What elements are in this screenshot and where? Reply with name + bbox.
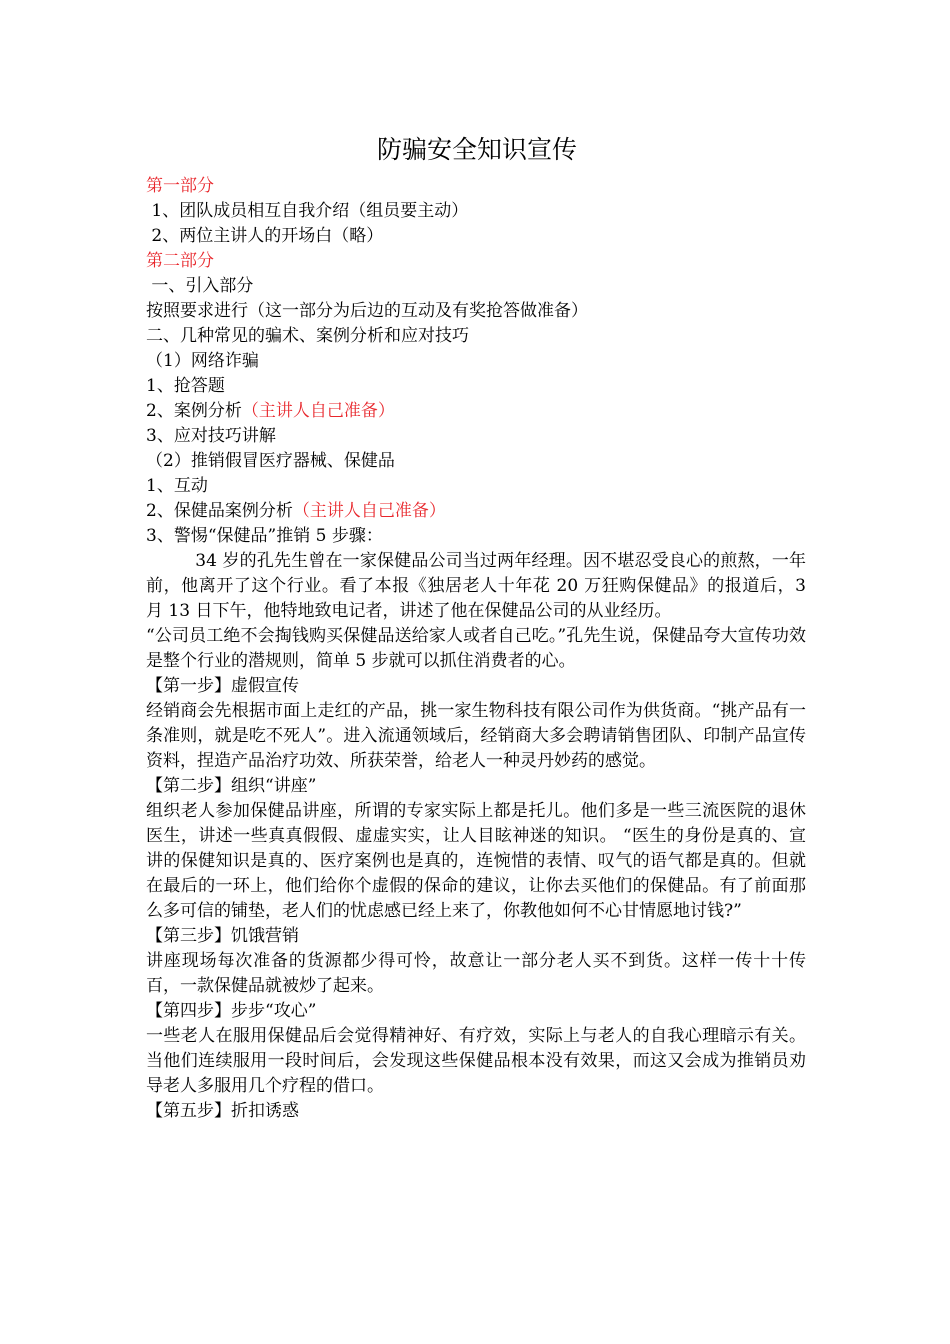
step3-heading: 【第三步】饥饿营销 [146,926,299,946]
step1-body: 经销商会先根据市面上走红的产品，挑一家生物科技有限公司作为供货商。“挑产品有一条准则，就是吃不死人”。进入流通领域后，经销商大多会聘请销售团队、印制产品宣传资料，捏造产品治疗功效、所获荣誉，给老人一种灵丹妙药的感觉。 [146,701,806,771]
document-title: 防骗安全知识宣传 [376,135,577,164]
step4-body: 一些老人在服用保健品后会觉得精神好、有疗效，实际上与老人的自我心理暗示有关。当他们连续服用一段时间后，会发现这些保健品根本没有效果，而这又会成为推销员劝导老人多服用几个疗程的借口。 [146,1026,806,1096]
part1-item-2: 2、两位主讲人的开场白（略） [146,226,384,246]
step3-body: 讲座现场每次准备的货源都少得可怜，故意让一部分老人买不到货。这样一传十十传百，一款保健品就被炒了起来。 [146,951,806,996]
health-item-3: 3、警惕“保健品”推销 5 步骤： [146,526,383,546]
net-fraud-heading: （1）网络诈骗 [146,351,259,371]
health-products-heading: （2）推销假冒医疗器械、保健品 [146,451,395,471]
part2-heading: 第二部分 [146,251,214,271]
net-fraud-item-2-text: 2、案例分析 [146,401,242,421]
step2-heading: 【第二步】组织“讲座” [146,776,317,796]
document-page [146,128,806,1124]
step4-heading: 【第四步】步步“攻心” [146,1001,317,1021]
net-fraud-item-2-note: （主讲人自己准备） [241,401,395,421]
net-fraud-item-3: 3、应对技巧讲解 [146,426,276,446]
story-paragraph-1: 34 岁的孔先生曾在一家保健品公司当过两年经理。因不堪忍受良心的煎熬，一年前，他离开了这个行业。看了本报《独居老人十年花 20 万狂购保健品》的报道后，3 月 13 日下午，他特地致电记者，讲述了他在保健品公司的从业经历。 [146,551,806,621]
step5-heading: 【第五步】折扣诱惑 [146,1101,299,1121]
intro-body: 按照要求进行（这一部分为后边的互动及有奖抢答做准备） [146,301,588,321]
intro-heading: 一、引入部分 [146,276,254,296]
health-item-2-note: （主讲人自己准备） [292,501,446,521]
story-paragraph-2: “公司员工绝不会掏钱购买保健品送给家人或者自己吃。”孔先生说，保健品夸大宣传功效是整个行业的潜规则，简单 5 步就可以抓住消费者的心。 [146,626,806,671]
net-fraud-item-2 [146,399,806,424]
step2-body: 组织老人参加保健品讲座，所谓的专家实际上都是托儿。他们多是一些三流医院的退休医生，讲述一些真真假假、虚虚实实，让人目眩神迷的知识。 “医生的身份是真的、宣讲的保健知识是真的、医疗案例也是真的，连惋惜的表情、叹气的语气都是真的。但就在最后的一环上，他们给你个虚假的保命的建议，让你去买他们的保健品。有了前面那么多可信的铺垫，老人们的忧虑感已经上来了，你教他如何不心甘情愿地讨钱?” [146,801,806,921]
scams-heading: 二、几种常见的骗术、案例分析和应对技巧 [146,326,469,346]
step1-heading: 【第一步】虚假宣传 [146,676,299,696]
part1-heading: 第一部分 [146,176,214,196]
part1-item-1: 1、团队成员相互自我介绍（组员要主动） [146,201,469,221]
health-item-1: 1、互动 [146,476,208,496]
net-fraud-item-1: 1、抢答题 [146,376,225,396]
health-item-2-text: 2、保健品案例分析 [146,501,293,521]
health-item-2 [146,499,806,524]
